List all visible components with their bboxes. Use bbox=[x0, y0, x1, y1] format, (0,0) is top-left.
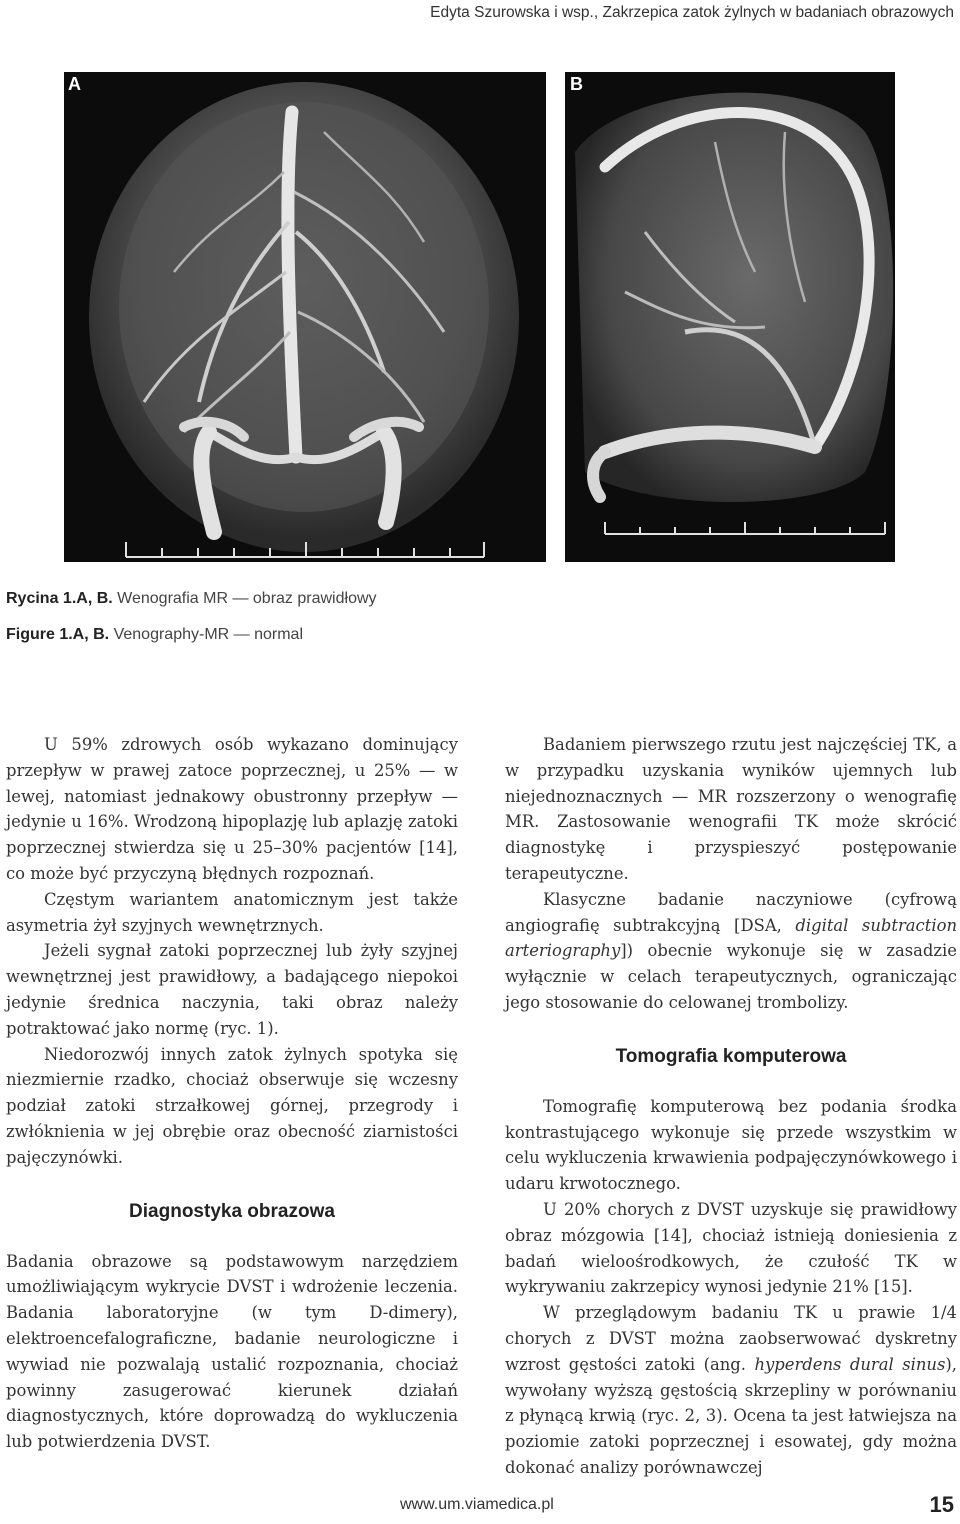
section-heading-ct: Tomografia komputerowa bbox=[615, 1045, 847, 1067]
paragraph-emphasis: digital subtraction arteriography bbox=[505, 915, 957, 961]
figure-caption-pl bbox=[6, 590, 377, 608]
paragraph: U 20% chorych z DVST uzyskuje się prawidłowy obraz mózgowia [14], chociaż istnieją doniesienia z badań wieloośrodkowych, że czułość TK w wykrywaniu zakrzepicy wynosi jedynie 21% [15]. bbox=[505, 1199, 957, 1297]
figure-panel-a-image bbox=[64, 72, 546, 562]
paragraph: Badania obrazowe są podstawowym narzędziem umożliwiającym wykrycie DVST i wdrożenie leczenia. Badania laboratoryjne (w tym D-dimery), elektroencefalograficzne, badanie neurologiczne i wywiad nie pozwalają ustalić rozpoznania, chociaż powinny zasugerować kierunek działań diagnostycznych, które doprowadzą do wykluczenia lub potwierdzenia DVST. bbox=[6, 1251, 458, 1452]
header-separator: , bbox=[593, 4, 603, 21]
caption-pl-label: Rycina 1.A, B. bbox=[6, 590, 113, 607]
figure-panel-b-image bbox=[565, 72, 895, 562]
paragraph: Częstym wariantem anatomicznym jest także asymetria żył szyjnych wewnętrznych. bbox=[6, 889, 458, 935]
section-heading-diagnostics: Diagnostyka obrazowa bbox=[129, 1200, 335, 1222]
paragraph-part: Klasyczne badanie naczyniowe (cyfrową angiografię subtrakcyjną [DSA, bbox=[505, 889, 957, 935]
caption-en-text: Venography-MR — normal bbox=[113, 626, 303, 643]
paragraph: Jeżeli sygnał zatoki poprzecznej lub żyły szyjnej wewnętrznej jest prawidłowy, a badającego niepokoi jedynie średnica naczynia, taki obraz należy potraktować jako normę (ryc. 1). bbox=[6, 941, 458, 1038]
paragraph: Badaniem pierwszego rzutu jest najczęściej TK, a w przypadku uzyskania wyników ujemnych lub niejednoznacznych — MR rozszerzony o wenografię MR. Zastosowanie wenografii TK może skrócić diagnostykę i przyspieszyć postępowanie terapeutyczne. bbox=[505, 735, 957, 883]
figure-panel-b-label: B bbox=[570, 74, 583, 94]
paragraph-part: W przeglądowym badaniu TK u prawie 1/4 chorych z DVST można zaobserwować dyskretny wzrost gęstości zatoki (ang. bbox=[505, 1303, 957, 1374]
paragraph bbox=[505, 1300, 957, 1481]
paragraph: Niedorozwój innych zatok żylnych spotyka się niezmiernie rzadko, chociaż obserwuje się wczesny podział zatoki strzałkowej górnej, przegrody i zwłóknienia w jej obrębie oraz obecność ziarnistości pajęczynówki. bbox=[6, 1044, 458, 1167]
paragraph-part: ]) obecnie wykonuje się w zasadzie wyłącznie w celach terapeutycznych, ograniczając jego stosowanie do celowanej trombolizy. bbox=[505, 941, 957, 1012]
paragraph-emphasis: hyperdens dural sinus bbox=[754, 1354, 946, 1374]
running-header bbox=[430, 4, 954, 22]
footer-url: www.um.viamedica.pl bbox=[400, 1496, 554, 1513]
left-text-column bbox=[6, 732, 458, 1455]
caption-en-label: Figure 1.A, B. bbox=[6, 626, 110, 643]
page-number: 15 bbox=[929, 1492, 954, 1517]
header-title: Zakrzepica zatok żylnych w badaniach obrazowych bbox=[602, 4, 954, 21]
paragraph-part: ), wywołany wyższą gęstością skrzepliny w porównaniu z płynącą krwią (ryc. 2, 3). Ocena ta jest łatwiejsza na poziomie zatoki poprzecznej i esowatej, gdy można dokonać analizy porównawczej bbox=[505, 1354, 958, 1477]
figure-panel-a-label: A bbox=[68, 74, 81, 94]
venography-coronal-image bbox=[64, 72, 546, 562]
paragraph bbox=[505, 887, 957, 1016]
venography-sagittal-image bbox=[565, 72, 895, 562]
caption-pl-text: Wenografia MR — obraz prawidłowy bbox=[117, 590, 377, 607]
right-text-column bbox=[505, 732, 957, 1481]
paragraph: Tomografię komputerową bez podania środka kontrastującego wykonuje się przede wszystkim w celu wykluczenia krwawienia podpajęczynówkowego i udaru krwotocznego. bbox=[505, 1096, 957, 1194]
figure-caption-en bbox=[6, 626, 303, 644]
header-authors: Edyta Szurowska i wsp. bbox=[430, 4, 594, 21]
paragraph: U 59% zdrowych osób wykazano dominujący przepływ w prawej zatoce poprzecznej, u 25% — w lewej, natomiast jednakowy obustronny przepływ — jedynie u 16%. Wrodzoną hipoplazję lub aplazję zatoki poprzecznej stwierdza się u 25–30% pacjentów [14], co może być przyczyną błędnych rozpoznań. bbox=[6, 735, 458, 883]
